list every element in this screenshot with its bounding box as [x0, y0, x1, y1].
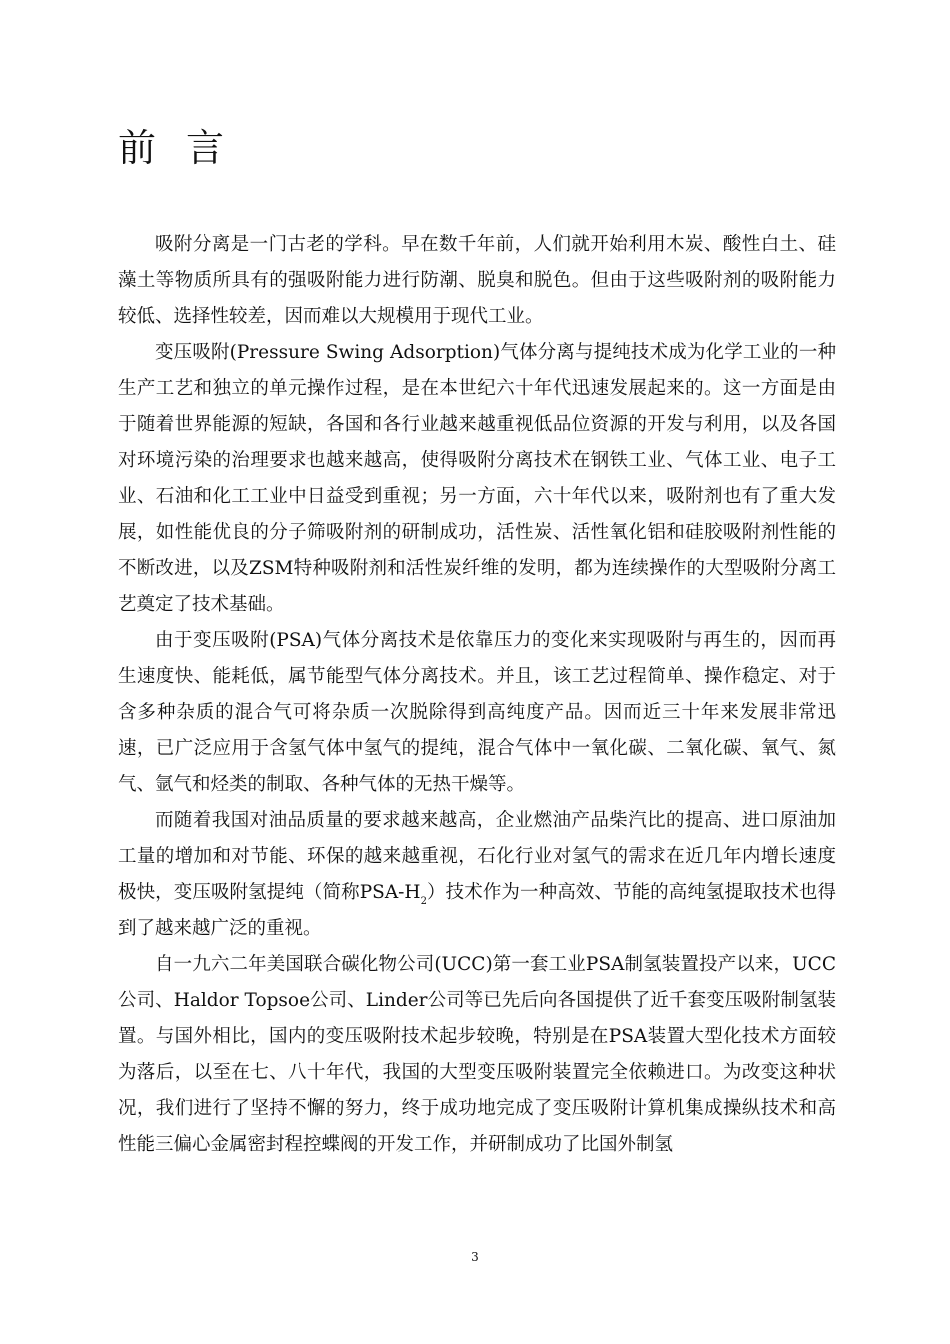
page-number: 3: [471, 1250, 479, 1264]
paragraph-3: 由于变压吸附(PSA)气体分离技术是依靠压力的变化来实现吸附与再生的，因而再生速度快、能耗低，属节能型气体分离技术。并且，该工艺过程简单、操作稳定、对于含多种杂质的混合气可将杂质一次脱除得到高纯度产品。因而近三十年来发展非常迅速，已广泛应用于含氢气体中氢气的提纯，混合气体中一氧化碳、二氧化碳、氧气、氮气、氩气和烃类的制取、各种气体的无热干燥等。: [118, 630, 836, 795]
body-text: [118, 227, 836, 1163]
paragraph-2: 变压吸附(Pressure Swing Adsorption)气体分离与提纯技术成为化学工业的一种生产工艺和独立的单元操作过程，是在本世纪六十年代迅速发展起来的。这一方面是由于随着世界能源的短缺，各国和各行业越来越重视低品位资源的开发与利用，以及各国对环境污染的治理要求也越来越高，使得吸附分离技术在钢铁工业、气体工业、电子工业、石油和化工工业中日益受到重视；另一方面，六十年代以来，吸附剂也有了重大发展，如性能优良的分子筛吸附剂的研制成功，活性炭、活性氧化铝和硅胶吸附剂性能的不断改进，以及ZSM特种吸附剂和活性炭纤维的发明，都为连续操作的大型吸附分离工艺奠定了技术基础。: [118, 342, 836, 615]
paragraph-4: [118, 803, 836, 947]
page-title: 前言: [118, 126, 255, 170]
paragraph-4-text-after: ）技术作为一种高效、节能的高纯氢提取技术也得到了越来越广泛的重视。: [118, 882, 836, 939]
paragraph-4-text-before: 而随着我国对油品质量的要求越来越高，企业燃油产品柴汽比的提高、进口原油加工量的增加和对节能、环保的越来越重视，石化行业对氢气的需求在近几年内增长速度极快，变压吸附氢提纯（简称PSA-H: [118, 810, 836, 903]
paragraph-4-subscript: 2: [420, 896, 427, 907]
paragraph-5: 自一九六二年美国联合碳化物公司(UCC)第一套工业PSA制氢装置投产以来，UCC公司、Haldor Topsoe公司、Linder公司等已先后向各国提供了近千套变压吸附制氢装置。与国外相比，国内的变压吸附技术起步较晚，特别是在PSA装置大型化技术方面较为落后，以至在七、八十年代，我国的大型变压吸附装置完全依赖进口。为改变这种状况，我们进行了坚持不懈的努力，终于成功地完成了变压吸附计算机集成操纵技术和高性能三偏心金属密封程控蝶阀的开发工作，并研制成功了比国外制氢: [118, 954, 836, 1155]
paragraph-1: 吸附分离是一门古老的学科。早在数千年前，人们就开始利用木炭、酸性白土、硅藻土等物质所具有的强吸附能力进行防潮、脱臭和脱色。但由于这些吸附剂的吸附能力较低、选择性较差，因而难以大规模用于现代工业。: [118, 234, 836, 327]
